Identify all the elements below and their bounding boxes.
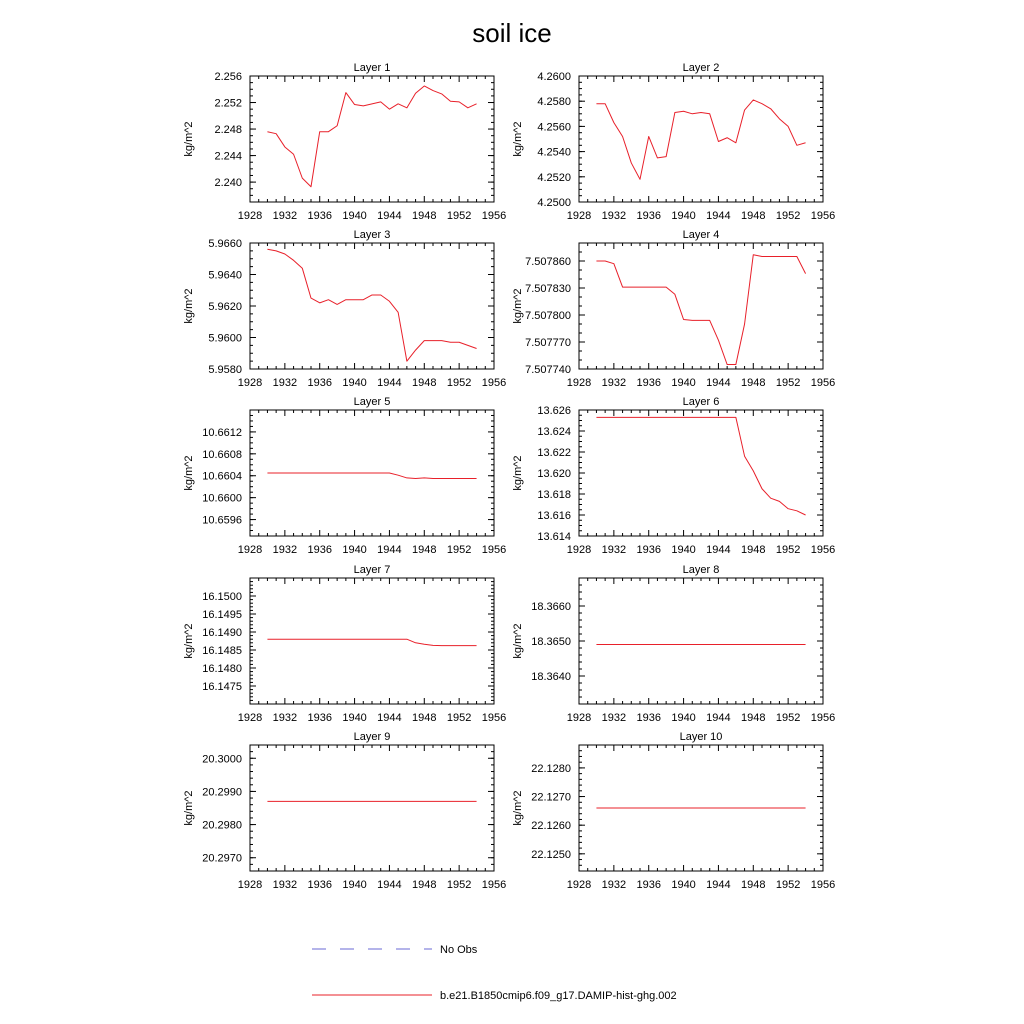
layer-9-xtick-label-1928: 1928 <box>237 879 263 891</box>
layer-6-xtick-label-1944: 1944 <box>706 544 731 556</box>
layer-3-xtick-label-1952: 1952 <box>446 377 472 389</box>
layer-6-ytick-label-13.624: 13.624 <box>537 426 571 438</box>
layer-10-xtick-label-1936: 1936 <box>636 879 661 891</box>
layer-6-xtick-label-1948: 1948 <box>741 544 766 556</box>
layer-1-xtick-label-1928: 1928 <box>237 210 263 222</box>
panel-layer-4 <box>512 229 835 389</box>
layer-3-xtick-label-1932: 1932 <box>272 377 298 389</box>
panel-layer-2 <box>512 62 835 222</box>
layer-4-series-line-0 <box>596 255 805 365</box>
layer-5-ytick-label-10.6612: 10.6612 <box>202 426 242 439</box>
layer-8-xtick-label-1952: 1952 <box>775 712 801 724</box>
layer-7-xtick-label-1936: 1936 <box>307 712 332 724</box>
layer-5-series-line-0 <box>267 473 476 478</box>
panel-layer-5 <box>183 396 506 556</box>
layer-4-xtick-label-1944: 1944 <box>706 377 731 389</box>
layer-8-ytick-label-18.3640: 18.3640 <box>531 671 571 683</box>
layer-3-xtick-label-1940: 1940 <box>342 377 367 389</box>
layer-2-xtick-label-1952: 1952 <box>775 210 801 222</box>
layer-8-xtick-label-1936: 1936 <box>636 712 661 724</box>
layer-2-ytick-label-4.2580: 4.2580 <box>537 96 571 109</box>
layer-3-ytick-label-5.9620: 5.9620 <box>208 301 242 313</box>
layer-2-xtick-label-1944: 1944 <box>706 210 731 222</box>
layer-9-ylabel: kg/m^2 <box>183 790 195 826</box>
layer-3-frame <box>250 243 494 369</box>
layer-6-xtick-label-1932: 1932 <box>601 544 627 556</box>
layer-3-series-line-0 <box>267 249 476 361</box>
layer-1-xtick-label-1956: 1956 <box>481 210 507 222</box>
layer-2-xtick-label-1932: 1932 <box>601 210 627 222</box>
layer-2-xtick-label-1948: 1948 <box>741 210 766 222</box>
layer-2-series-line-0 <box>596 100 805 179</box>
layer-8-xtick-label-1956: 1956 <box>810 712 836 724</box>
layer-3-xtick-label-1928: 1928 <box>237 377 263 389</box>
layer-6-frame <box>579 410 823 536</box>
layer-2-ytick-label-4.2540: 4.2540 <box>537 146 571 159</box>
layer-5-title: Layer 5 <box>353 396 391 408</box>
layer-4-title: Layer 4 <box>682 229 720 241</box>
layer-9-xtick-label-1948: 1948 <box>412 879 437 891</box>
layer-4-ytick-label-7.507800: 7.507800 <box>525 310 571 322</box>
layer-6-ytick-label-13.616: 13.616 <box>537 510 571 522</box>
panel-layer-1 <box>183 62 506 222</box>
layer-3-ytick-label-5.9580: 5.9580 <box>208 364 242 376</box>
layer-8-xtick-label-1928: 1928 <box>566 712 592 724</box>
layer-7-ytick-label-16.1490: 16.1490 <box>202 627 242 639</box>
layer-9-xtick-label-1940: 1940 <box>342 879 367 891</box>
layer-4-frame <box>579 243 823 369</box>
layer-9-xtick-label-1944: 1944 <box>377 879 402 891</box>
panel-layer-9 <box>183 731 506 891</box>
layer-8-ytick-label-18.3660: 18.3660 <box>531 601 571 613</box>
layer-5-xtick-label-1952: 1952 <box>446 544 472 556</box>
layer-1-xtick-label-1948: 1948 <box>412 210 437 222</box>
layer-9-xtick-label-1956: 1956 <box>481 879 507 891</box>
layer-10-xtick-label-1948: 1948 <box>741 879 766 891</box>
layer-10-ytick-label-22.1250: 22.1250 <box>531 848 571 861</box>
layer-8-xtick-label-1940: 1940 <box>671 712 696 724</box>
legend-no-obs-label: No Obs <box>440 944 478 956</box>
layer-6-ytick-label-13.620: 13.620 <box>537 468 571 480</box>
panel-layer-10 <box>512 731 835 891</box>
layer-10-xtick-label-1956: 1956 <box>810 879 836 891</box>
layer-2-xtick-label-1940: 1940 <box>671 210 696 222</box>
layer-8-frame <box>579 578 823 704</box>
layer-7-xtick-label-1932: 1932 <box>272 712 298 724</box>
layer-6-ytick-label-13.614: 13.614 <box>537 531 571 543</box>
layer-1-xtick-label-1944: 1944 <box>377 210 402 222</box>
layer-5-xtick-label-1956: 1956 <box>481 544 507 556</box>
layer-10-ytick-label-22.1280: 22.1280 <box>531 762 571 775</box>
layer-5-xtick-label-1928: 1928 <box>237 544 263 556</box>
layer-4-xtick-label-1948: 1948 <box>741 377 766 389</box>
layer-8-ylabel: kg/m^2 <box>512 623 524 659</box>
layer-1-ytick-label-2.240: 2.240 <box>214 177 242 190</box>
layer-1-ylabel: kg/m^2 <box>183 121 195 157</box>
layer-6-ytick-label-13.618: 13.618 <box>537 489 571 501</box>
layer-4-xtick-label-1928: 1928 <box>566 377 592 389</box>
layer-7-xtick-label-1948: 1948 <box>412 712 437 724</box>
layer-7-series-line-0 <box>267 639 476 645</box>
layer-6-ytick-label-13.626: 13.626 <box>537 405 571 417</box>
panel-layer-7 <box>183 564 506 724</box>
layer-7-ytick-label-16.1495: 16.1495 <box>202 609 242 621</box>
layer-7-xtick-label-1956: 1956 <box>481 712 507 724</box>
layer-4-xtick-label-1956: 1956 <box>810 377 836 389</box>
layer-5-ylabel: kg/m^2 <box>183 455 195 491</box>
layer-6-ytick-label-13.622: 13.622 <box>537 447 571 459</box>
layer-10-xtick-label-1928: 1928 <box>566 879 592 891</box>
layer-9-xtick-label-1952: 1952 <box>446 879 472 891</box>
layer-7-ytick-label-16.1485: 16.1485 <box>202 645 242 657</box>
layer-5-ytick-label-10.6596: 10.6596 <box>202 514 242 527</box>
layer-3-xtick-label-1944: 1944 <box>377 377 402 389</box>
layer-8-xtick-label-1932: 1932 <box>601 712 627 724</box>
layer-5-xtick-label-1948: 1948 <box>412 544 437 556</box>
panel-layer-6 <box>512 396 835 556</box>
layer-9-xtick-label-1936: 1936 <box>307 879 332 891</box>
layer-2-xtick-label-1956: 1956 <box>810 210 836 222</box>
layer-9-xtick-label-1932: 1932 <box>272 879 298 891</box>
layer-6-xtick-label-1952: 1952 <box>775 544 801 556</box>
layer-4-xtick-label-1932: 1932 <box>601 377 627 389</box>
layer-4-ytick-label-7.507770: 7.507770 <box>525 337 571 349</box>
panel-layer-3 <box>183 229 506 389</box>
layer-3-ytick-label-5.9600: 5.9600 <box>208 332 242 345</box>
layer-1-series-line-0 <box>267 86 476 187</box>
layer-8-ytick-label-18.3650: 18.3650 <box>531 636 571 648</box>
layer-7-ytick-label-16.1500: 16.1500 <box>202 591 242 603</box>
layer-6-title: Layer 6 <box>682 396 720 408</box>
figure-title: soil ice <box>472 18 552 48</box>
layer-6-xtick-label-1956: 1956 <box>810 544 836 556</box>
layer-7-frame <box>250 578 494 704</box>
layer-6-xtick-label-1936: 1936 <box>636 544 661 556</box>
layer-5-xtick-label-1944: 1944 <box>377 544 402 556</box>
layer-6-xtick-label-1940: 1940 <box>671 544 696 556</box>
layer-6-xtick-label-1928: 1928 <box>566 544 592 556</box>
layer-2-ytick-label-4.2500: 4.2500 <box>537 197 571 209</box>
layer-1-xtick-label-1932: 1932 <box>272 210 298 222</box>
layer-8-xtick-label-1944: 1944 <box>706 712 731 724</box>
layer-7-xtick-label-1928: 1928 <box>237 712 263 724</box>
layer-2-frame <box>579 76 823 202</box>
layer-5-xtick-label-1940: 1940 <box>342 544 367 556</box>
layer-9-ytick-label-20.3000: 20.3000 <box>202 753 242 766</box>
layer-9-ytick-label-20.2990: 20.2990 <box>202 786 242 799</box>
layer-10-xtick-label-1932: 1932 <box>601 879 627 891</box>
layer-4-xtick-label-1952: 1952 <box>775 377 801 389</box>
layer-5-ytick-label-10.6604: 10.6604 <box>202 470 242 483</box>
layer-7-ylabel: kg/m^2 <box>183 623 195 659</box>
layer-2-title: Layer 2 <box>682 62 720 74</box>
layer-1-ytick-label-2.256: 2.256 <box>214 71 242 83</box>
layer-6-series-line-0 <box>596 417 805 515</box>
layer-3-xtick-label-1956: 1956 <box>481 377 507 389</box>
layer-1-ytick-label-2.244: 2.244 <box>214 150 242 163</box>
layer-3-ylabel: kg/m^2 <box>183 288 195 324</box>
layer-7-xtick-label-1952: 1952 <box>446 712 472 724</box>
layer-4-ytick-label-7.507830: 7.507830 <box>525 283 571 295</box>
layer-2-xtick-label-1936: 1936 <box>636 210 661 222</box>
layer-9-frame <box>250 745 494 871</box>
layer-5-xtick-label-1932: 1932 <box>272 544 298 556</box>
layer-2-ytick-label-4.2520: 4.2520 <box>537 171 571 184</box>
legend <box>312 944 677 1002</box>
layer-2-ylabel: kg/m^2 <box>512 121 524 157</box>
layer-1-title: Layer 1 <box>353 62 391 74</box>
layer-3-xtick-label-1936: 1936 <box>307 377 332 389</box>
layer-3-title: Layer 3 <box>353 229 391 241</box>
layer-7-xtick-label-1944: 1944 <box>377 712 402 724</box>
layer-5-ytick-label-10.6600: 10.6600 <box>202 492 242 505</box>
layer-1-ytick-label-2.248: 2.248 <box>214 124 242 137</box>
layer-3-xtick-label-1948: 1948 <box>412 377 437 389</box>
legend-model-label: b.e21.B1850cmip6.f09_g17.DAMIP-hist-ghg.002 <box>440 990 677 1002</box>
layer-9-ytick-label-20.2980: 20.2980 <box>202 819 242 832</box>
layer-7-title: Layer 7 <box>353 564 391 576</box>
layer-10-ytick-label-22.1270: 22.1270 <box>531 791 571 804</box>
layer-3-ytick-label-5.9660: 5.9660 <box>208 238 242 250</box>
layer-10-xtick-label-1940: 1940 <box>671 879 696 891</box>
panel-grid <box>183 62 835 891</box>
layer-5-ytick-label-10.6608: 10.6608 <box>202 448 242 461</box>
layer-7-xtick-label-1940: 1940 <box>342 712 367 724</box>
layer-8-xtick-label-1948: 1948 <box>741 712 766 724</box>
layer-8-title: Layer 8 <box>682 564 720 576</box>
layer-6-ylabel: kg/m^2 <box>512 455 524 491</box>
layer-1-xtick-label-1952: 1952 <box>446 210 472 222</box>
layer-4-ylabel: kg/m^2 <box>512 288 524 324</box>
panel-layer-8 <box>512 564 835 724</box>
layer-4-xtick-label-1940: 1940 <box>671 377 696 389</box>
layer-1-frame <box>250 76 494 202</box>
layer-2-ytick-label-4.2600: 4.2600 <box>537 71 571 83</box>
layer-2-ytick-label-4.2560: 4.2560 <box>537 121 571 134</box>
layer-10-ytick-label-22.1260: 22.1260 <box>531 820 571 833</box>
layer-1-xtick-label-1936: 1936 <box>307 210 332 222</box>
layer-10-ylabel: kg/m^2 <box>512 790 524 826</box>
layer-4-xtick-label-1936: 1936 <box>636 377 661 389</box>
layer-9-title: Layer 9 <box>353 731 391 743</box>
layer-4-ytick-label-7.507860: 7.507860 <box>525 256 571 268</box>
layer-10-xtick-label-1944: 1944 <box>706 879 731 891</box>
layer-9-ytick-label-20.2970: 20.2970 <box>202 852 242 865</box>
layer-7-ytick-label-16.1475: 16.1475 <box>202 681 242 693</box>
layer-4-ytick-label-7.507740: 7.507740 <box>525 364 571 376</box>
layer-10-title: Layer 10 <box>679 731 723 743</box>
layer-1-xtick-label-1940: 1940 <box>342 210 367 222</box>
layer-5-xtick-label-1936: 1936 <box>307 544 332 556</box>
layer-7-ytick-label-16.1480: 16.1480 <box>202 663 242 675</box>
layer-3-ytick-label-5.9640: 5.9640 <box>208 269 242 282</box>
layer-10-xtick-label-1952: 1952 <box>775 879 801 891</box>
layer-1-ytick-label-2.252: 2.252 <box>214 97 242 110</box>
layer-2-xtick-label-1928: 1928 <box>566 210 592 222</box>
